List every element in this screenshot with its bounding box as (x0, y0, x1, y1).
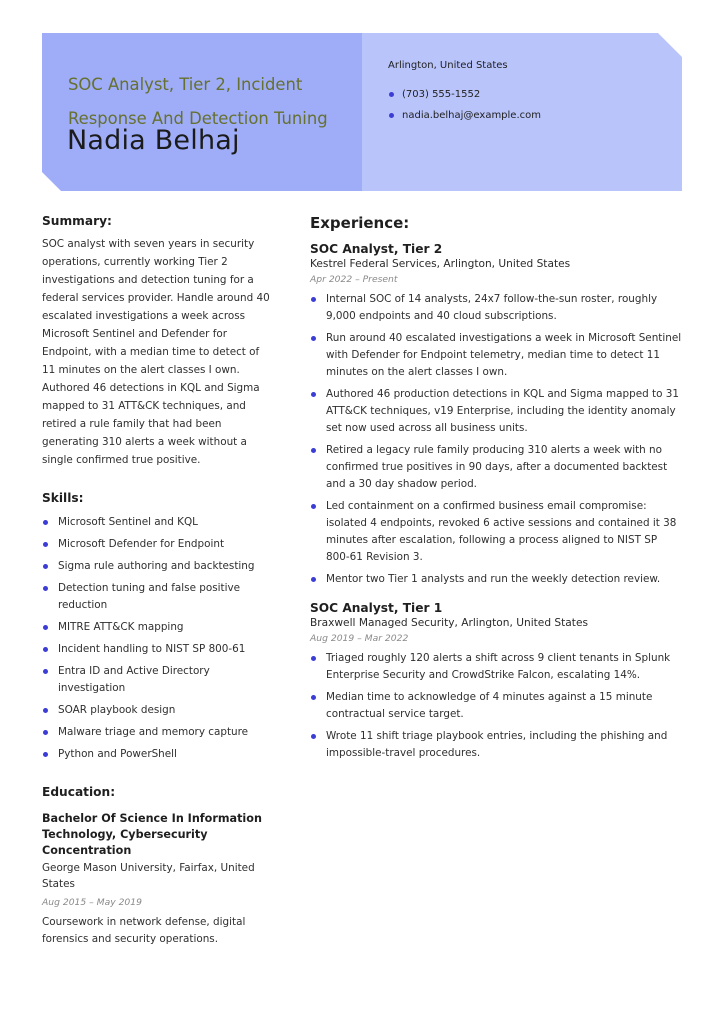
job-bullet: Median time to acknowledge of 4 minutes against a 15 minute contractual service target. (310, 689, 682, 723)
bullet-icon (43, 586, 48, 591)
email-text[interactable]: nadia.belhaj@example.com (402, 110, 541, 121)
job-bullet: Wrote 11 shift triage playbook entries, including the phishing and impossible-travel procedures. (310, 728, 682, 762)
bullet-icon (43, 669, 48, 674)
bullet-icon (43, 625, 48, 630)
job-bullet: Retired a legacy rule family producing 310 alerts a week with no confirmed true positives in 90 days, after a documented backtest and a 30 day shadow period. (310, 442, 682, 493)
job-entry (310, 601, 682, 762)
bullet-icon (311, 577, 316, 582)
bullet-icon (311, 695, 316, 700)
job-bullets (310, 291, 682, 588)
contact-email[interactable] (388, 108, 541, 129)
resume-job-title: SOC Analyst, Tier 2, Incident Response And Detection Tuning (68, 75, 328, 128)
job-dates: Aug 2019 – Mar 2022 (310, 633, 409, 644)
bullet-icon (43, 708, 48, 713)
bullet-icon (311, 504, 316, 509)
skill-item: Sigma rule authoring and backtesting (42, 558, 274, 575)
job-company: Kestrel Federal Services, Arlington, United States (310, 258, 571, 270)
right-column (310, 214, 682, 762)
bullet-icon (311, 336, 316, 341)
bullet-icon (43, 730, 48, 735)
education-heading: Education: (42, 785, 116, 799)
summary-text: SOC analyst with seven years in security operations, currently working Tier 2 investigations and detection tuning for a federal services provider. Handle around 40 escalated investigations a week across Microsoft Sentinel and Defender for Endpoint, with a median time to detect of 11 minutes on the alert classes I own. Authored 46 detections in KQL and Sigma mapped to 31 ATT&CK techniques, and retired a rule family that had been generating 310 alerts a week without a single confirmed true positive. (42, 238, 270, 466)
bullet-icon (389, 92, 394, 97)
education-dates: Aug 2015 – May 2019 (42, 897, 142, 908)
job-bullet: Triaged roughly 120 alerts a shift across 9 client tenants in Splunk Enterprise Security and CrowdStrike Falcon, escalating 14%. (310, 650, 682, 684)
job-bullet: Mentor two Tier 1 analysts and run the weekly detection review. (310, 571, 682, 588)
bullet-icon (43, 520, 48, 525)
education-school: George Mason University, Fairfax, United States (42, 862, 255, 890)
bullet-icon (311, 297, 316, 302)
education-note: Coursework in network defense, digital forensics and security operations. (42, 916, 246, 945)
bullet-icon (43, 542, 48, 547)
skill-item: Microsoft Defender for Endpoint (42, 536, 274, 553)
contact-list (388, 87, 541, 129)
skill-item: Malware triage and memory capture (42, 724, 274, 741)
bullet-icon (43, 647, 48, 652)
job-bullet: Run around 40 escalated investigations a week in Microsoft Sentinel with Defender for Endpoint telemetry, median time to detect 11 minutes on the alert classes I own. (310, 330, 682, 381)
education-degree: Bachelor Of Science In Information Technology, Cybersecurity Concentration (42, 812, 262, 857)
job-title: SOC Analyst, Tier 2 (310, 242, 443, 256)
bullet-icon (43, 564, 48, 569)
job-bullet: Authored 46 production detections in KQL and Sigma mapped to 31 ATT&CK techniques, v19 Enterprise, including the identity anomaly set now used across all business units. (310, 386, 682, 437)
skill-item: Microsoft Sentinel and KQL (42, 514, 274, 531)
candidate-name: Nadia Belhaj (67, 125, 240, 156)
job-bullets (310, 650, 682, 762)
skill-item: Incident handling to NIST SP 800-61 (42, 641, 274, 658)
left-column (42, 214, 274, 948)
skills-heading: Skills: (42, 491, 84, 505)
contact-phone (388, 87, 541, 108)
skill-item: Python and PowerShell (42, 746, 274, 763)
bullet-icon (311, 734, 316, 739)
skill-item: Entra ID and Active Directory investigation (42, 663, 274, 697)
bullet-icon (311, 448, 316, 453)
bullet-icon (311, 392, 316, 397)
skill-item: MITRE ATT&CK mapping (42, 619, 274, 636)
bullet-icon (43, 752, 48, 757)
phone-text: (703) 555-1552 (402, 89, 481, 100)
experience-heading: Experience: (310, 214, 410, 232)
contact-location: Arlington, United States (388, 60, 508, 71)
job-dates: Apr 2022 – Present (310, 274, 398, 285)
job-company: Braxwell Managed Security, Arlington, United States (310, 617, 588, 629)
skill-item: SOAR playbook design (42, 702, 274, 719)
job-bullet: Led containment on a confirmed business email compromise: isolated 4 endpoints, revoked 6 active sessions and contained it 38 minutes after escalation, following a process aligned to NIST SP 800-61 Revision 3. (310, 498, 682, 566)
skills-list (42, 514, 274, 763)
skill-item: Detection tuning and false positive reduction (42, 580, 274, 614)
job-bullet: Internal SOC of 14 analysts, 24x7 follow-the-sun roster, roughly 9,000 endpoints and 40 cloud subscriptions. (310, 291, 682, 325)
job-entry (310, 242, 682, 588)
summary-heading: Summary: (42, 214, 112, 228)
bullet-icon (311, 656, 316, 661)
job-title: SOC Analyst, Tier 1 (310, 601, 443, 615)
bullet-icon (389, 113, 394, 118)
